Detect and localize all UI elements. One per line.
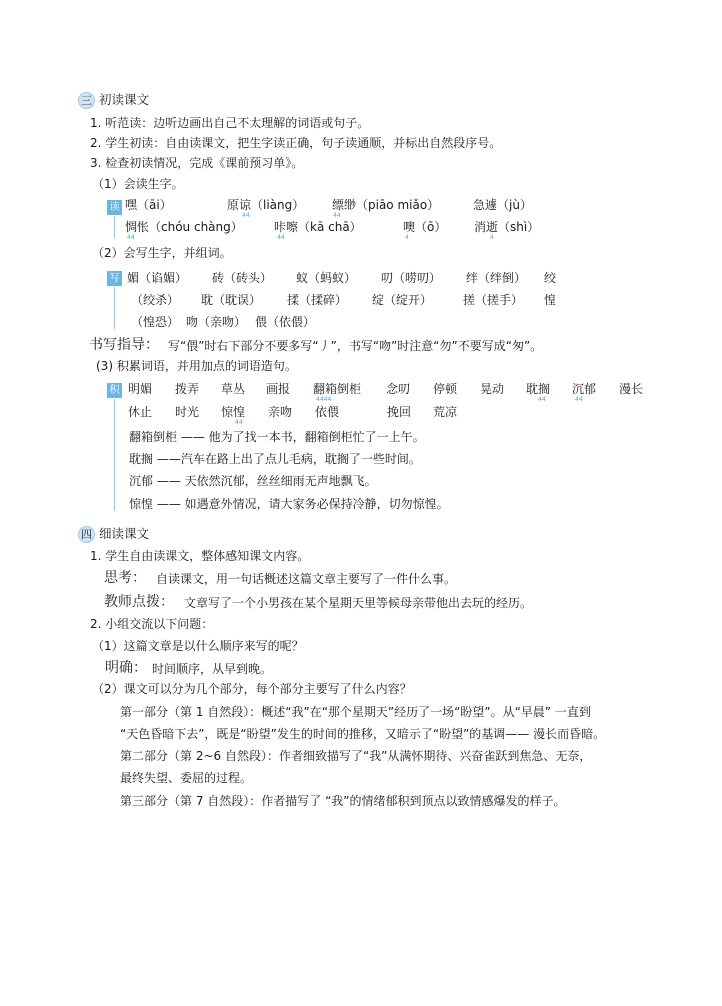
write-word: 吻（亲吻） [186, 315, 247, 329]
vocab-word: 念叨 [386, 382, 411, 396]
section-title: 初读课文 [99, 92, 150, 107]
write-word: 搓（搓手） [463, 293, 524, 307]
vocab-word: 沉郁 [572, 382, 597, 396]
write-word: 揉（揉碎） [287, 293, 348, 307]
vocab-word: 漫长 [619, 382, 644, 396]
write-word: 绽（绽开） [372, 293, 433, 307]
divider-line [114, 287, 115, 329]
vocab-word: 耽搁 [526, 382, 551, 396]
instruction-item: 2. 小组交流以下问题： [90, 617, 214, 631]
write-word: 媚（谄媚） [127, 271, 188, 285]
instruction-item: 3. 检查初读情况，完成《课前预习单》。 [90, 156, 304, 170]
write-tag: 写 [107, 271, 122, 286]
writing-guide-text: 写“偎”时右下部分不要多写“丿”，书写“吻”时注意“勿”不要写成“匆”。 [168, 339, 543, 353]
divider-line [114, 399, 115, 511]
think-text: 自读课文，用一句话概述这篇文章主要写了一件什么事。 [156, 572, 457, 586]
answer-text: 时间顺序，从早到晚。 [152, 662, 273, 676]
emphasis-dots: 44 [235, 419, 243, 426]
emphasis-dots: 44 [575, 396, 583, 403]
emphasis-dots: 4 [405, 234, 409, 241]
section-number-badge: 三 [78, 92, 95, 109]
vocab-word: 停顿 [433, 382, 458, 396]
example-sentence: 沉郁 —— 天依然沉郁，丝丝细雨无声地飘飞。 [129, 474, 377, 488]
writing-guide-label: 书写指导： [89, 337, 159, 353]
write-word: 叨（唠叨） [381, 271, 442, 285]
write-word: 绞 [544, 271, 557, 285]
read-word: 嘿（āi） [125, 198, 172, 212]
instruction-item: 2. 学生初读：自由读课文，把生字读正确，句子读通顺，并标出自然段序号。 [90, 136, 502, 150]
divider-line [114, 216, 115, 238]
vocab-word: 草丛 [221, 382, 246, 396]
vocab-word: 拨弄 [175, 382, 200, 396]
example-sentence: 翻箱倒柜 —— 他为了找一本书，翻箱倒柜忙了一上午。 [129, 430, 425, 444]
read-word: 急遽（jù） [473, 198, 532, 212]
read-word: 缥缈（piāo miǎo） [332, 198, 440, 212]
emphasis-dots: 4444 [316, 396, 332, 403]
instruction-item: 1. 学生自由读课文，整体感知课文内容。 [90, 549, 310, 563]
paragraph-line: 第二部分（第 2~6 自然段）：作者细致描写了“我”从满怀期待、兴奋雀跃到焦急、无奈， [120, 749, 592, 763]
emphasis-dots: 44 [127, 234, 135, 241]
write-word: （惶恐） [131, 315, 180, 329]
read-word: 原谅（liàng） [227, 198, 305, 212]
read-word: 惆怅（chóu chàng） [125, 220, 243, 234]
example-sentence: 耽搁 ——汽车在路上出了点儿毛病，耽搁了一些时间。 [129, 452, 421, 466]
think-label: 思考： [104, 570, 146, 586]
vocab-word: 休止 [128, 405, 153, 419]
vocab-word: 晃动 [480, 382, 505, 396]
write-word: 偎（依偎） [255, 315, 316, 329]
write-word: 蚁（蚂蚁） [296, 271, 357, 285]
vocab-word: 画报 [266, 382, 291, 396]
write-word: 惶 [544, 293, 557, 307]
emphasis-dots: 44 [333, 212, 341, 219]
sub-item: （1）会读生字。 [92, 177, 184, 191]
paragraph-line: 第一部分（第 1 自然段）：概述“我”在“那个星期天”经历了一场“盼望”。从“早晨” 一直到 [120, 705, 591, 719]
write-word: （绞杀） [131, 293, 180, 307]
question: （1）这篇文章是以什么顺序来写的呢？ [92, 639, 304, 653]
emphasis-dots: 44 [242, 212, 250, 219]
write-word: 砖（砖头） [212, 271, 273, 285]
vocab-word: 时光 [175, 405, 200, 419]
write-word: 绊（绊倒） [466, 271, 527, 285]
vocab-word: 亲吻 [268, 405, 293, 419]
example-sentence: 惊惶 —— 如遇意外情况，请大家务必保持冷静，切勿惊惶。 [129, 497, 449, 511]
write-word: 耽（耽误） [201, 293, 262, 307]
read-word: 咔嚓（kā chā） [274, 220, 362, 234]
read-tag: 读 [107, 200, 122, 215]
vocab-word: 惊惶 [221, 405, 246, 419]
emphasis-dots: 44 [277, 234, 285, 241]
vocab-word: 挽回 [387, 405, 412, 419]
question: （2）课文可以分为几个部分，每个部分主要写了什么内容？ [92, 682, 412, 696]
vocab-word: 依偎 [315, 405, 340, 419]
vocab-word: 明媚 [128, 382, 153, 396]
section-title: 细读课文 [99, 526, 150, 541]
sub-item: （2）会写生字，并组词。 [92, 246, 232, 260]
answer-label: 明确： [105, 660, 147, 676]
read-word: 噢（ō） [403, 220, 447, 234]
section-number-badge: 四 [78, 526, 95, 543]
vocab-word: 荒凉 [433, 405, 458, 419]
emphasis-dots: 44 [538, 396, 546, 403]
paragraph-line: 第三部分（第 7 自然段）：作者描写了 “我”的情绪郁积到顶点以致情感爆发的样子。 [120, 794, 566, 808]
emphasis-dots: 4 [490, 234, 494, 241]
teacher-tip-label: 教师点拨： [104, 594, 174, 610]
paragraph-line: “天色昏暗下去”，既是“盼望”发生的时间的推移，又暗示了“盼望”的基调—— 漫长而昏暗。 [120, 727, 606, 741]
vocab-word: 翻箱倒柜 [313, 382, 362, 396]
read-word: 消逝（shì） [474, 220, 540, 234]
accumulate-tag: 积 [107, 383, 122, 398]
sub-item: (3) 积累词语，并用加点的词语造句。 [96, 359, 297, 373]
teacher-tip-text: 文章写了一个小男孩在某个星期天里等候母亲带他出去玩的经历。 [184, 596, 533, 610]
paragraph-line: 最终失望、委屈的过程。 [120, 771, 253, 785]
instruction-item: 1. 听范读：边听边画出自己不太理解的词语或句子。 [90, 116, 370, 130]
